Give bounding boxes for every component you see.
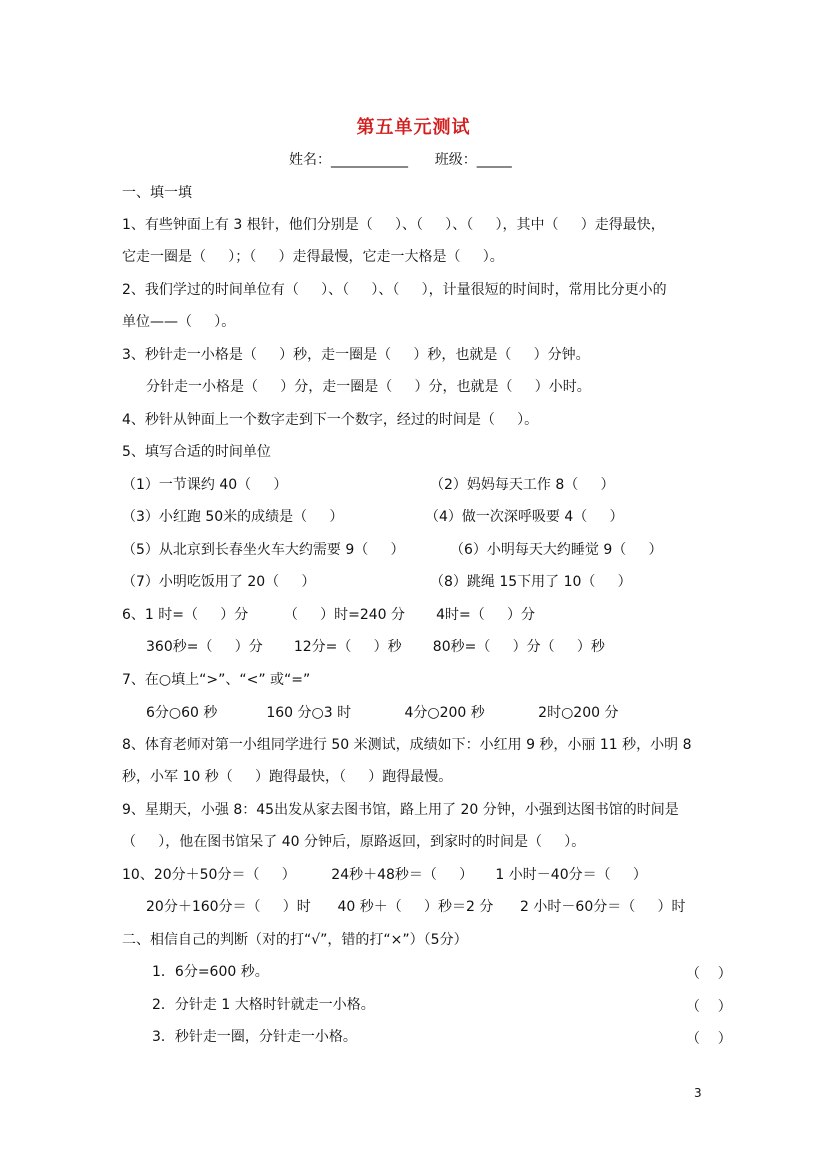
question-9-line-1: 9、星期天，小强 8：45出发从家去图书馆，路上用了 20 分钟，小强到达图书馆的时间是: [122, 802, 679, 818]
question-6-line-2: 360秒=（ ）分 12分=（ ）秒 80秒=（ ）分（ ）秒: [146, 639, 605, 655]
question-3-line-2: 分针走一小格是（ ）分，走一圈是（ ）分，也就是（ ）小时。: [146, 379, 591, 395]
question-5-item-3: （3）小红跑 50米的成绩是（ ）: [122, 509, 344, 525]
question-5-item-5: （5）从北京到长春坐火车大约需要 9（ ）: [122, 542, 405, 558]
question-5-item-8: （8）跳绳 15下用了 10（ ）: [430, 574, 632, 590]
question-10-line-1: 10、20分＋50分＝（ ） 24秒＋48秒＝（ ） 1 小时－40分＝（ ）: [122, 867, 647, 883]
page-number: 3: [694, 1086, 702, 1100]
question-5-item-6: （6）小明每天大约睡觉 9（ ）: [450, 542, 663, 558]
question-2-line-2: 单位——（ ）。: [122, 314, 236, 330]
section-two-heading: 二、相信自己的判断（对的打“√”，错的打“×”）（5分）: [122, 932, 468, 948]
question-1-line-2: 它走一圈是（ ）；（ ）走得最慢，它走一大格是（ ）。: [122, 249, 504, 265]
question-7: 7、在○填上“>”、“<” 或“=”: [122, 672, 311, 688]
question-8-line-1: 8、体育老师对第一小组同学进行 50 米测试，成绩如下：小红用 9 秒，小丽 11 秒，小明 8: [122, 737, 692, 753]
question-1-line-1: 1、有些钟面上有 3 根针，他们分别是（ ）、（ ）、（ ），其中（ ）走得最快，: [122, 217, 665, 233]
page-title: 第五单元测试: [356, 117, 471, 138]
judgment-2: 2．分针走 1 大格时针就走一小格。: [152, 997, 375, 1013]
name-class-line: 姓名：___________ 班级：_____: [289, 152, 512, 168]
question-5-item-4: （4）做一次深呼吸要 4（ ）: [425, 509, 624, 525]
question-2-line-1: 2、我们学过的时间单位有（ ）、（ ）、（ ），计量很短的时间时，常用比分更小的: [122, 282, 667, 298]
section-one-heading: 一、填一填: [122, 185, 192, 201]
question-9-line-2: （ ），他在图书馆呆了 40 分钟后，原路返回，到家时的时间是（ ）。: [122, 834, 586, 850]
judgment-1-answer-box: （ ）: [686, 966, 732, 982]
question-5-item-2: （2）妈妈每天工作 8（ ）: [430, 477, 615, 493]
question-5: 5、填写合适的时间单位: [122, 444, 271, 460]
question-7-items: 6分○60 秒 160 分○3 时 4分○200 秒 2时○200 分: [146, 705, 619, 721]
question-4: 4、秒针从钟面上一个数字走到下一个数字，经过的时间是（ ）。: [122, 412, 539, 428]
judgment-3: 3．秒针走一圈，分针走一小格。: [152, 1029, 357, 1045]
judgment-2-answer-box: （ ）: [686, 999, 732, 1015]
judgment-3-answer-box: （ ）: [686, 1031, 732, 1047]
question-5-item-7: （7）小明吃饭用了 20（ ）: [122, 574, 316, 590]
judgment-1: 1．6分=600 秒。: [152, 964, 269, 980]
question-3-line-1: 3、秒针走一小格是（ ）秒，走一圈是（ ）秒，也就是（ ）分钟。: [122, 347, 590, 363]
question-10-line-2: 20分＋160分＝（ ）时 40 秒＋（ ）秒＝2 分 2 小时－60分＝（ ）时: [146, 899, 686, 915]
question-6-line-1: 6、1 时=（ ）分 （ ）时=240 分 4时=（ ）分: [122, 607, 536, 623]
question-5-item-1: （1）一节课约 40（ ）: [122, 477, 288, 493]
question-8-line-2: 秒，小军 10 秒（ ）跑得最快，（ ）跑得最慢。: [122, 769, 453, 785]
